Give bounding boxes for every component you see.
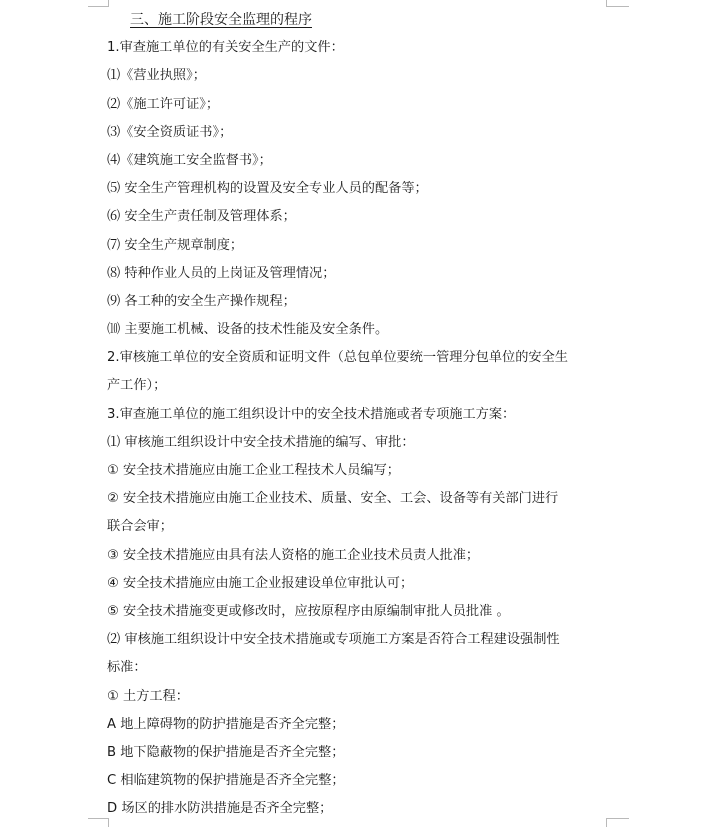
- document-body: [107, 6, 607, 823]
- body-line: ④ 安全技术措施应由施工企业报建设单位审批认可；: [107, 575, 414, 591]
- body-line: ⑻ 特种作业人员的上岗证及管理情况；: [107, 265, 336, 281]
- body-line: ① 土方工程：: [107, 688, 189, 704]
- body-line: ③ 安全技术措施应由具有法人资格的施工企业技术员责人批准；: [107, 547, 480, 563]
- body-line: ⑹ 安全生产责任制及管理体系；: [107, 209, 296, 225]
- section-title: [107, 6, 607, 34]
- body-line: ⑼ 各工种的安全生产操作规程；: [107, 293, 296, 309]
- body-line: 联合会审；: [107, 519, 173, 535]
- body-line: 2.审核施工单位的安全资质和证明文件（总包单位要统一管理分包单位的安全生: [107, 350, 568, 366]
- body-line: A 地上障碍物的防护措施是否齐全完整；: [107, 716, 345, 732]
- body-line: C 相临建筑物的保护措施是否齐全完整；: [107, 773, 345, 789]
- body-line: ① 安全技术措施应由施工企业工程技术人员编写；: [107, 463, 400, 478]
- body-line: ⑽ 主要施工机械、设备的技术性能及安全条件。: [107, 322, 389, 338]
- body-line: ⑷《建筑施工安全监督书》；: [107, 152, 272, 168]
- body-line: ⑵《施工许可证》；: [107, 96, 220, 112]
- body-line: B 地下隐蔽物的保护措施是否齐全完整；: [107, 744, 345, 760]
- body-line: ⑵ 审核施工组织设计中安全技术措施或专项施工方案是否符合工程建设强制性: [107, 632, 560, 648]
- body-line: ② 安全技术措施应由施工企业技术、质量、安全、工会、设备等有关部门进行: [107, 491, 559, 507]
- body-line: ⑴ 审核施工组织设计中安全技术措施的编写、审批：: [107, 434, 415, 450]
- body-line: ⑴《营业执照》；: [107, 68, 206, 84]
- crop-mark-top-right: [606, 0, 629, 7]
- body-line: 3.审查施工单位的施工组织设计中的安全技术措施或者专项施工方案：: [107, 406, 516, 422]
- crop-mark-top-left: [88, 0, 109, 7]
- body-line: 1.审查施工单位的有关安全生产的文件：: [107, 40, 344, 56]
- body-lines: [107, 34, 607, 823]
- body-line: ⑺ 安全生产规章制度；: [107, 237, 244, 253]
- body-line: ⑸ 安全生产管理机构的设置及安全专业人员的配备等；: [107, 181, 428, 197]
- body-line: ⑤ 安全技术措施变更或修改时，应按原程序由原编制审批人员批准 。: [107, 603, 510, 619]
- section-title-text: 三、施工阶段安全监理的程序: [130, 12, 312, 28]
- body-line: 产工作）；: [107, 378, 167, 394]
- body-line: ⑶《安全资质证书》；: [107, 124, 233, 140]
- body-line: 标准：: [107, 660, 147, 676]
- body-line: D 场区的排水防洪措施是否齐全完整；: [107, 801, 333, 817]
